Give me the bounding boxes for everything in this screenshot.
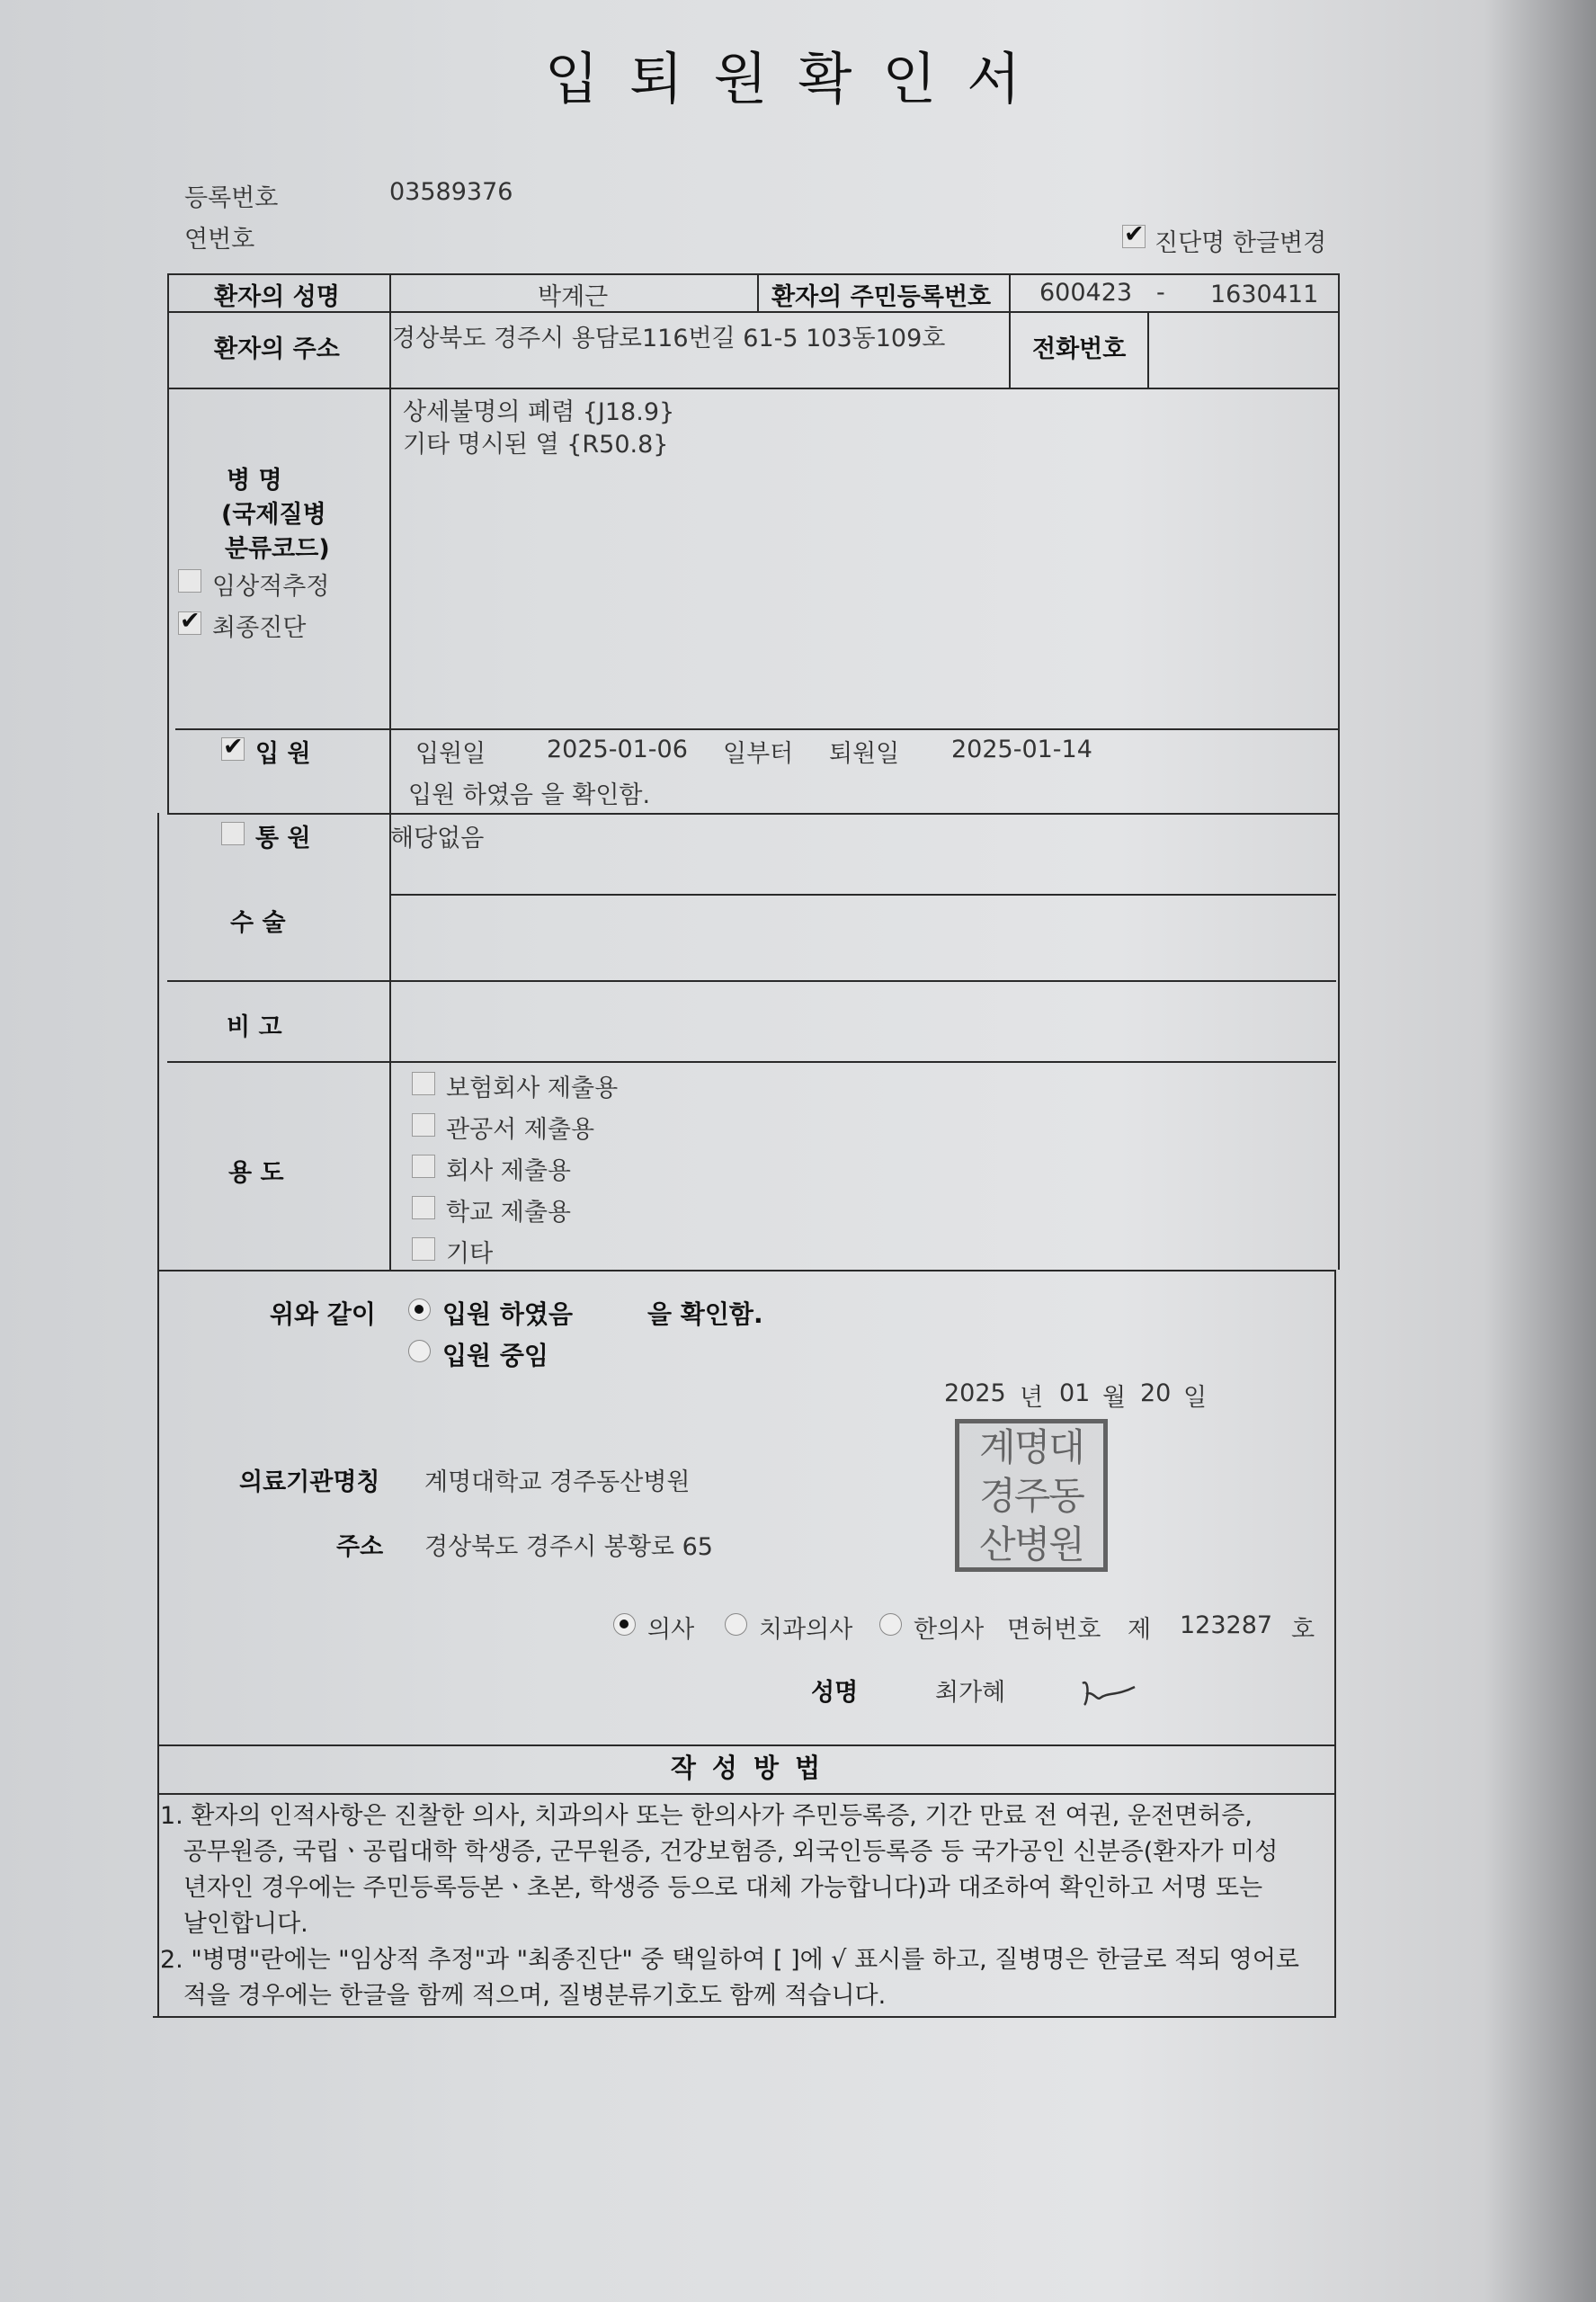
admission-date-label: 입원일 [415,740,486,768]
registration-number-label: 등록번호 [184,184,279,212]
cert-year: 2025 [944,1379,1006,1407]
hospital-seal: 계명대 경주동 산병원 [955,1419,1108,1572]
dentist-radio[interactable] [725,1613,747,1636]
oriental-doctor-label: 한의사 [914,1616,985,1644]
purpose-school-label: 학교 제출용 [446,1199,571,1227]
purpose-other-label: 기타 [446,1240,494,1268]
admission-date: 2025-01-06 [547,736,688,763]
purpose-insurance-checkbox[interactable] [412,1072,435,1095]
institution-address: 경상북도 경주시 봉황로 65 [424,1533,713,1561]
purpose-government-label: 관공서 제출용 [446,1116,595,1144]
purpose-insurance-label: 보험회사 제출용 [446,1075,619,1102]
diagnosis-item-2: 기타 명시된 열 {R50.8} [403,431,669,459]
patient-name: 박계근 [538,283,609,311]
oriental-doctor-radio[interactable] [879,1613,902,1636]
clinical-estimate-label: 임상적추정 [212,573,330,601]
instruction-line-6: 적을 경우에는 한글을 함께 적으며, 질병분류기호도 함께 적습니다. [160,1982,887,2010]
serial-number-label: 연번호 [184,226,255,254]
patient-rrn-dash: - [1156,279,1165,307]
discharge-date-label: 퇴원일 [829,740,900,768]
instruction-line-1: 1. 환자의 인적사항은 진찰한 의사, 치과의사 또는 한의사가 주민등록증, 기간 만료 전 여권, 운전면허증, [160,1802,1253,1830]
surgery-label: 수 술 [230,909,286,937]
instruction-line-2: 공무원증, 국립ㆍ공립대학 학생증, 군무원증, 건강보험증, 외국인등록증 등 국가공인 신분증(환자가 미성 [160,1838,1279,1866]
dentist-label: 치과의사 [759,1616,853,1644]
patient-phone-label: 전화번호 [1032,335,1127,363]
purpose-other-checkbox[interactable] [412,1237,435,1261]
cert-year-label: 년 [1020,1384,1044,1412]
patient-name-label: 환자의 성명 [214,283,340,311]
license-label: 면허번호 [1007,1616,1101,1644]
patient-address-label: 환자의 주소 [214,335,340,363]
cert-month-label: 월 [1102,1384,1127,1412]
purpose-company-checkbox[interactable] [412,1155,435,1178]
signer-label: 성명 [811,1679,859,1707]
clinical-estimate-checkbox[interactable] [178,569,201,593]
license-number: 123287 [1180,1611,1273,1639]
instruction-line-5: 2. "병명"란에는 "임상적 추정"과 "최종진단" 중 택일하여 [ ]에 √ 표시를 하고, 질병명은 한글로 적되 영어로 [160,1946,1299,1974]
outpatient-checkbox[interactable] [221,822,245,845]
purpose-school-checkbox[interactable] [412,1196,435,1219]
patient-rrn-back: 1630411 [1210,281,1319,308]
document-title: 입퇴원확인서 [544,46,1052,112]
license-prefix: 제 [1128,1616,1152,1644]
admission-label: 입 원 [255,740,311,768]
outpatient-label: 통 원 [255,825,311,852]
cert-day-label: 일 [1183,1384,1208,1412]
remarks-label: 비 고 [227,1013,282,1041]
instructions-title: 작 성 방 법 [670,1753,825,1783]
korean-diagnosis-label: 진단명 한글변경 [1155,229,1327,257]
korean-diagnosis-checkbox[interactable] [1122,225,1146,248]
diagnosis-label-line2: (국제질병 [221,501,326,529]
final-diagnosis-label: 최종진단 [212,614,307,642]
license-suffix: 호 [1291,1616,1315,1644]
diagnosis-item-1: 상세불명의 폐렴 {J18.9} [403,398,675,426]
signature-mark [1077,1674,1140,1710]
patient-address: 경상북도 경주시 용담로116번길 61-5 103동109호 [392,325,946,352]
admitted-label: 입원 하였음 [442,1299,573,1329]
hospitalized-label: 입원 중임 [442,1341,548,1370]
patient-rrn-label: 환자의 주민등록번호 [771,283,992,311]
instruction-line-3: 년자인 경우에는 주민등록등본ㆍ초본, 학생증 등으로 대체 가능합니다)과 대조하여 확인하고 서명 또는 [160,1874,1263,1902]
institution-label: 의료기관명칭 [239,1468,380,1496]
diagnosis-label-line3: 분류코드) [225,535,330,563]
doctor-radio[interactable] [613,1613,636,1636]
outpatient-value: 해당없음 [390,825,485,852]
patient-rrn-front: 600423 [1039,279,1133,307]
purpose-company-label: 회사 제출용 [446,1157,571,1185]
diagnosis-label-line1: 병 명 [227,467,282,495]
hospitalized-radio[interactable] [408,1340,431,1362]
cert-day: 20 [1140,1379,1172,1407]
admission-checkbox[interactable] [221,737,245,761]
institution-address-label: 주소 [336,1533,384,1561]
admitted-radio[interactable] [408,1298,431,1321]
admission-from-label: 일부터 [723,740,794,768]
signer-name: 최가혜 [935,1679,1006,1707]
purpose-government-checkbox[interactable] [412,1113,435,1137]
institution-name: 계명대학교 경주동산병원 [424,1468,691,1496]
discharge-date: 2025-01-14 [951,736,1092,763]
purpose-label: 용 도 [228,1159,284,1187]
certification-prefix: 위와 같이 [270,1299,376,1329]
doctor-label: 의사 [647,1616,695,1644]
cert-month: 01 [1059,1379,1091,1407]
instruction-line-4: 날인합니다. [160,1910,308,1938]
registration-number: 03589376 [389,178,513,206]
final-diagnosis-checkbox[interactable] [178,611,201,635]
admission-confirm-text: 입원 하였음 을 확인함. [408,781,651,809]
certification-suffix: 을 확인함. [647,1299,763,1329]
